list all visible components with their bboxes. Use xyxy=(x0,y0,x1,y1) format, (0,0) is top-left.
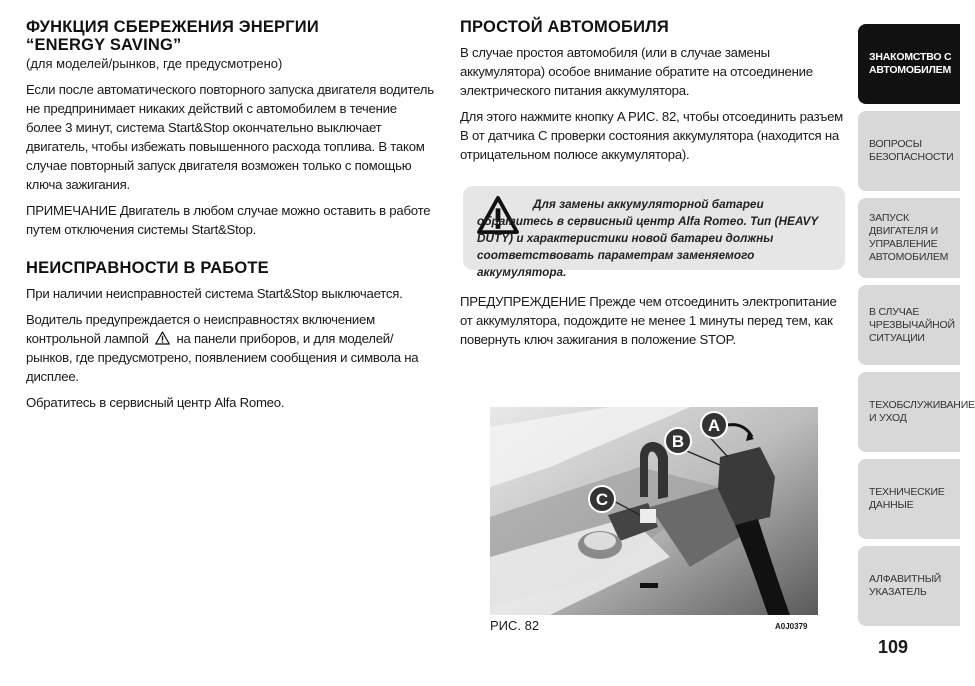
page-number: 109 xyxy=(878,637,909,657)
chapter-sidebar xyxy=(858,0,975,686)
tab-index[interactable] xyxy=(858,546,960,626)
warning-box xyxy=(463,186,845,279)
tab-starting-driving[interactable] xyxy=(858,198,960,278)
faults-paragraph-2-end: на панели приборов, и для моделей/рынков, где предусмотрено, появлением сообщения и символа на дисплее. xyxy=(26,331,419,384)
figure-caption: РИС. 82 xyxy=(490,618,540,633)
tab-label: АЛФАВИТНЫЙ УКАЗАТЕЛЬ xyxy=(869,573,942,598)
tab-maintenance[interactable] xyxy=(858,372,975,452)
idle-vehicle-paragraph-2: Для этого нажмите кнопку A РИС. 82, чтобы отсоединить разъем B от датчика C проверки состояния аккумулятора (находится на отрицательном полюсе аккумулятора). xyxy=(460,109,843,162)
left-column xyxy=(26,18,434,412)
faults-paragraph-2 xyxy=(26,310,434,386)
faults-title: НЕИСПРАВНОСТИ В РАБОТЕ xyxy=(26,259,269,277)
tab-label: ЗНАКОМСТВО С АВТОМОБИЛЕМ xyxy=(869,51,952,76)
battery-illustration xyxy=(490,407,818,615)
label-c: C xyxy=(595,490,609,509)
idle-vehicle-title: ПРОСТОЙ АВТОМОБИЛЯ xyxy=(460,18,669,36)
faults-paragraph-1: При наличии неисправностей система Start&Stop выключается. xyxy=(26,286,403,301)
tab-label: ТЕХНИЧЕСКИЕ ДАННЫЕ xyxy=(869,486,945,511)
tab-label: В СЛУЧАЕ ЧРЕЗВЫЧАЙНОЙ СИТУАЦИИ xyxy=(869,305,955,344)
faults-paragraph-2-start: Водитель предупреждается о неисправностях включением контрольной лампой xyxy=(26,312,375,346)
warning-triangle-icon xyxy=(155,331,170,345)
energy-saving-subtitle: (для моделей/рынков, где предусмотрено) xyxy=(26,56,283,71)
figure-code: A0J0379 xyxy=(775,622,808,631)
label-b: B xyxy=(671,432,685,451)
tab-label: ЗАПУСК ДВИГАТЕЛЯ И УПРАВЛЕНИЕ АВТОМОБИЛЕМ xyxy=(869,212,949,263)
tab-technical-data[interactable] xyxy=(858,459,960,539)
warning-text: Для замены аккумуляторной батареи обратитесь в сервисный центр Alfa Romeo. Тип (HEAVY DUTY) и характеристики новой батареи должны соответствовать параметрам заменяемого аккумулятора. xyxy=(477,197,819,279)
tab-label: ТЕХОБСЛУЖИВАНИЕ И УХОД xyxy=(869,399,975,424)
right-column xyxy=(460,18,850,164)
energy-saving-title-line2: “ENERGY SAVING” xyxy=(26,36,182,54)
idle-vehicle-paragraph-1: В случае простоя автомобиля (или в случае замены аккумулятора) особое внимание обратите на отсоединение электрического питания аккумулятора. xyxy=(460,45,813,98)
energy-saving-note: ПРИМЕЧАНИЕ Двигатель в любом случае можно оставить в работе путем отключения системы Start&Stop. xyxy=(26,203,431,237)
tab-getting-to-know[interactable] xyxy=(858,24,960,104)
faults-paragraph-3: Обратитесь в сервисный центр Alfa Romeo. xyxy=(26,395,285,410)
tab-label: ВОПРОСЫ БЕЗОПАСНОСТИ xyxy=(869,138,954,163)
label-a: A xyxy=(707,416,721,435)
battery-figure xyxy=(490,407,818,615)
energy-saving-paragraph-1: Если после автоматического повторного запуска двигателя водитель не предпринимает никаких действий с автомобилем в течение более 3 минут, система Start&Stop окончательно выключает двигатель, чтобы избежать повышенного расхода топлива. В таком случае повторный запуск двигателя возможен только с помощью ключа зажигания. xyxy=(26,82,434,192)
caution-paragraph: ПРЕДУПРЕЖДЕНИЕ Прежде чем отсоединить электропитание от аккумулятора, подождите не менее 1 минуты перед тем, как повернуть ключ зажигания в положение STOP. xyxy=(460,294,837,347)
tab-emergency[interactable] xyxy=(858,285,960,365)
energy-saving-title-line1: ФУНКЦИЯ СБЕРЕЖЕНИЯ ЭНЕРГИИ xyxy=(26,18,319,36)
tab-safety[interactable] xyxy=(858,111,960,191)
